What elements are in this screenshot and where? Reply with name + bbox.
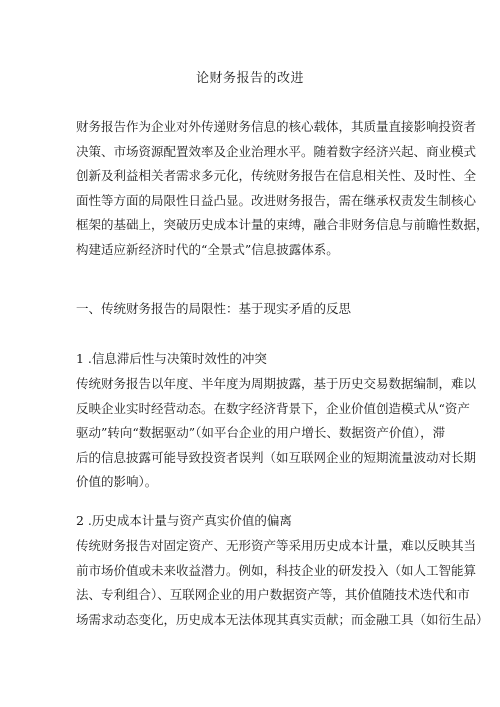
paragraph-line: 前市场价值或未来收益潜力。例如，科技企业的研发投入（如人工智能算: [76, 562, 477, 578]
subsection-paragraph: [76, 534, 489, 632]
subsection-heading: 2 .历史成本计量与资产真实价值的偏离: [76, 513, 292, 528]
document-title: 论财务报告的改进: [195, 71, 304, 86]
paragraph-line: 传统财务报告以年度、半年度为周期披露，基于历史交易数据编制，难以: [76, 376, 477, 391]
intro-line: 决策、市场资源配置效率及企业治理水平。随着数字经济兴起、商业模式: [76, 143, 477, 159]
paragraph-line: 后的信息披露可能导致投资者误判（如互联网企业的短期流量波动对长期: [76, 449, 477, 465]
paragraph-line: 驱动”转向“数据驱动”（如平台企业的用户增长、数据资产价值），滞: [76, 425, 446, 440]
paragraph-line: 法、专利组合）、互联网企业的用户数据资产等，其价值随技术迭代和市: [76, 587, 470, 602]
intro-line: 财务报告作为企业对外传递财务信息的核心载体，其质量直接影响投资者: [76, 119, 477, 134]
section-heading: 一、传统财务报告的局限性：基于现实矛盾的反思: [76, 301, 352, 316]
paragraph-line: 价值的影响）。: [76, 474, 158, 489]
intro-line: 面性等方面的局限性日益凸显。改进财务报告，需在继承权责发生制核心: [76, 192, 477, 208]
intro-paragraph: [76, 115, 489, 262]
paragraph-line: 反映企业实时经营动态。在数字经济背景下，企业价值创造模式从“资产: [76, 400, 470, 416]
paragraph-line: 传统财务报告对固定资产、无形资产等采用历史成本计量，难以反映其当: [76, 538, 477, 553]
subsection-paragraph: [76, 372, 477, 495]
subsection-heading: 1 .信息滞后性与决策时效性的冲突: [76, 351, 267, 366]
intro-line: 构建适应新经济时代的“全景式”信息披露体系。: [76, 241, 339, 257]
paragraph-line: 场需求动态变化，历史成本无法体现其真实贡献；而金融工具（如衍生品）: [76, 611, 489, 627]
intro-line: 创新及利益相关者需求多元化，传统财务报告在信息相关性、及时性、全: [76, 168, 477, 183]
intro-line: 框架的基础上，突破历史成本计量的束缚，融合非财务信息与前瞻性数据，: [76, 217, 489, 232]
